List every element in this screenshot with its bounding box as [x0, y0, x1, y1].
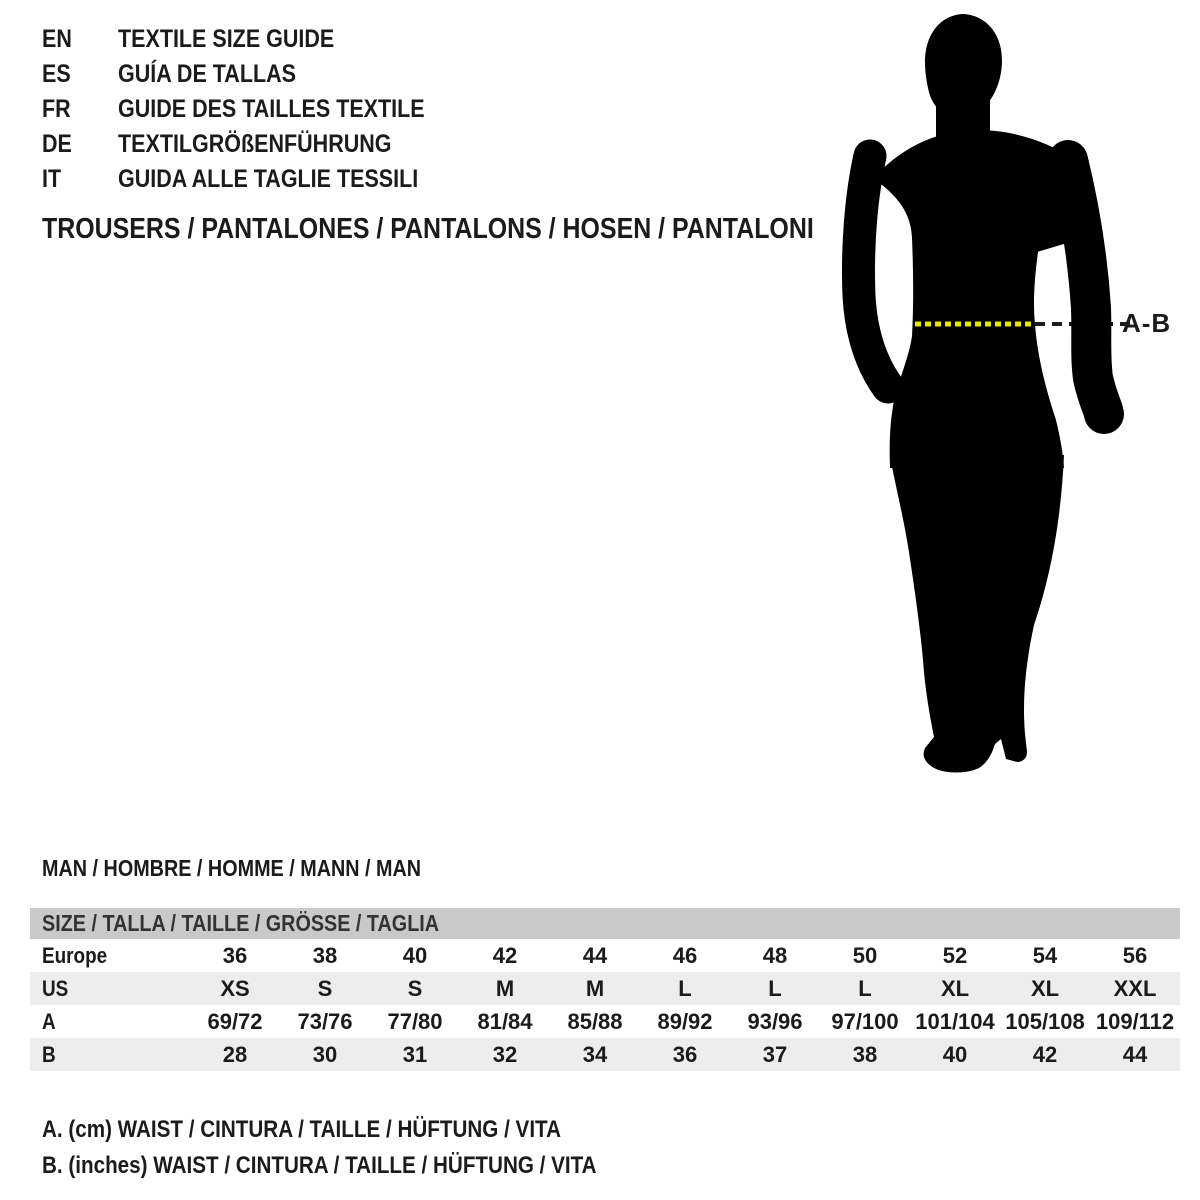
language-title: GUÍA DE TALLAS	[118, 60, 296, 88]
size-cell: 105/108	[1005, 1008, 1085, 1034]
size-cell: XL	[940, 975, 970, 1001]
language-code: IT	[42, 165, 62, 193]
man-silhouette-figure	[820, 0, 1200, 790]
silhouette-right-arm	[1068, 160, 1103, 410]
language-row-it	[42, 162, 475, 197]
language-code: FR	[42, 95, 71, 123]
size-cell: 31	[402, 1041, 428, 1067]
size-cell: XL	[1030, 975, 1060, 1001]
language-row-en	[42, 22, 475, 57]
footnote-a	[42, 1112, 687, 1148]
product-heading-text: TROUSERS / PANTALONES / PANTALONS / HOSEN / PANTALONI	[42, 213, 814, 245]
size-cell: 54	[1032, 942, 1058, 968]
size-cell: 52	[942, 942, 968, 968]
language-title: GUIDE DES TAILLES TEXTILE	[118, 95, 425, 123]
size-cell: 38	[312, 942, 338, 968]
size-cell: 101/104	[915, 1008, 995, 1034]
size-cell: 81/84	[477, 1008, 533, 1034]
size-cell: 109/112	[1095, 1008, 1175, 1034]
language-title: TEXTILE SIZE GUIDE	[118, 25, 335, 53]
size-cell: XXL	[1113, 975, 1157, 1001]
table-row-b-inches	[30, 1038, 1180, 1071]
size-cell: L	[858, 975, 872, 1001]
footnote-b	[42, 1148, 687, 1184]
size-cell: S	[407, 975, 423, 1001]
silhouette-left-arm	[858, 156, 888, 387]
language-title: TEXTILGRÖßENFÜHRUNG	[118, 130, 392, 158]
table-row-us	[30, 972, 1180, 1005]
row-label-b: B	[42, 1041, 56, 1067]
table-row-europe	[30, 939, 1180, 972]
row-label-us: US	[42, 975, 69, 1001]
language-code: DE	[42, 130, 72, 158]
waist-measure-label: A-B	[1122, 308, 1172, 338]
language-row-fr	[42, 92, 475, 127]
size-cell: 37	[762, 1041, 788, 1067]
size-cell: 40	[402, 942, 428, 968]
size-cell: 42	[1032, 1041, 1058, 1067]
silhouette-legs	[890, 455, 1064, 773]
size-cell: 56	[1122, 942, 1148, 968]
size-cell: 97/100	[831, 1008, 899, 1034]
section-heading-text: MAN / HOMBRE / HOMME / MANN / MAN	[42, 855, 422, 881]
size-cell: 85/88	[567, 1008, 623, 1034]
size-table	[30, 908, 1180, 1071]
row-label-europe: Europe	[42, 942, 108, 968]
footnote-a-text: A. (cm) WAIST / CINTURA / TAILLE / HÜFTUNG / VITA	[42, 1116, 562, 1143]
size-table-header-text: SIZE / TALLA / TAILLE / GRÖSSE / TAGLIA	[42, 910, 440, 936]
size-cell: 48	[762, 942, 788, 968]
size-cell: 28	[222, 1041, 248, 1067]
product-heading	[42, 212, 939, 246]
size-cell: 77/80	[387, 1008, 443, 1034]
size-cell: M	[585, 975, 605, 1001]
size-cell: L	[678, 975, 692, 1001]
footnote-b-text: B. (inches) WAIST / CINTURA / TAILLE / HÜFTUNG / VITA	[42, 1152, 597, 1179]
size-cell: 50	[852, 942, 878, 968]
language-row-es	[42, 57, 475, 92]
size-cell: 46	[672, 942, 698, 968]
size-cell: L	[768, 975, 782, 1001]
language-row-de	[42, 127, 475, 162]
silhouette-right-hand	[1084, 394, 1124, 434]
size-table-header	[30, 908, 1180, 939]
size-cell: 73/76	[297, 1008, 353, 1034]
size-cell: XS	[220, 975, 250, 1001]
footnotes	[42, 1112, 687, 1184]
size-cell: 38	[852, 1041, 878, 1067]
size-cell: 30	[312, 1041, 338, 1067]
size-cell: 89/92	[657, 1008, 713, 1034]
language-code: EN	[42, 25, 72, 53]
size-cell: 36	[222, 942, 248, 968]
language-title: GUIDA ALLE TAGLIE TESSILI	[118, 165, 419, 193]
language-code: ES	[42, 60, 71, 88]
size-cell: 42	[492, 942, 518, 968]
size-cell: 36	[672, 1041, 698, 1067]
size-cell: S	[317, 975, 333, 1001]
row-label-a: A	[42, 1008, 56, 1034]
size-cell: 34	[582, 1041, 608, 1067]
size-cell: 44	[582, 942, 608, 968]
size-cell: M	[495, 975, 515, 1001]
size-cell: 93/96	[747, 1008, 803, 1034]
table-row-a-cm	[30, 1005, 1180, 1038]
size-cell: 32	[492, 1041, 518, 1067]
section-heading	[42, 854, 483, 882]
man-silhouette	[858, 14, 1124, 773]
size-cell: 40	[942, 1041, 968, 1067]
language-list	[42, 22, 475, 197]
size-cell: 69/72	[207, 1008, 263, 1034]
size-cell: 44	[1122, 1041, 1148, 1067]
